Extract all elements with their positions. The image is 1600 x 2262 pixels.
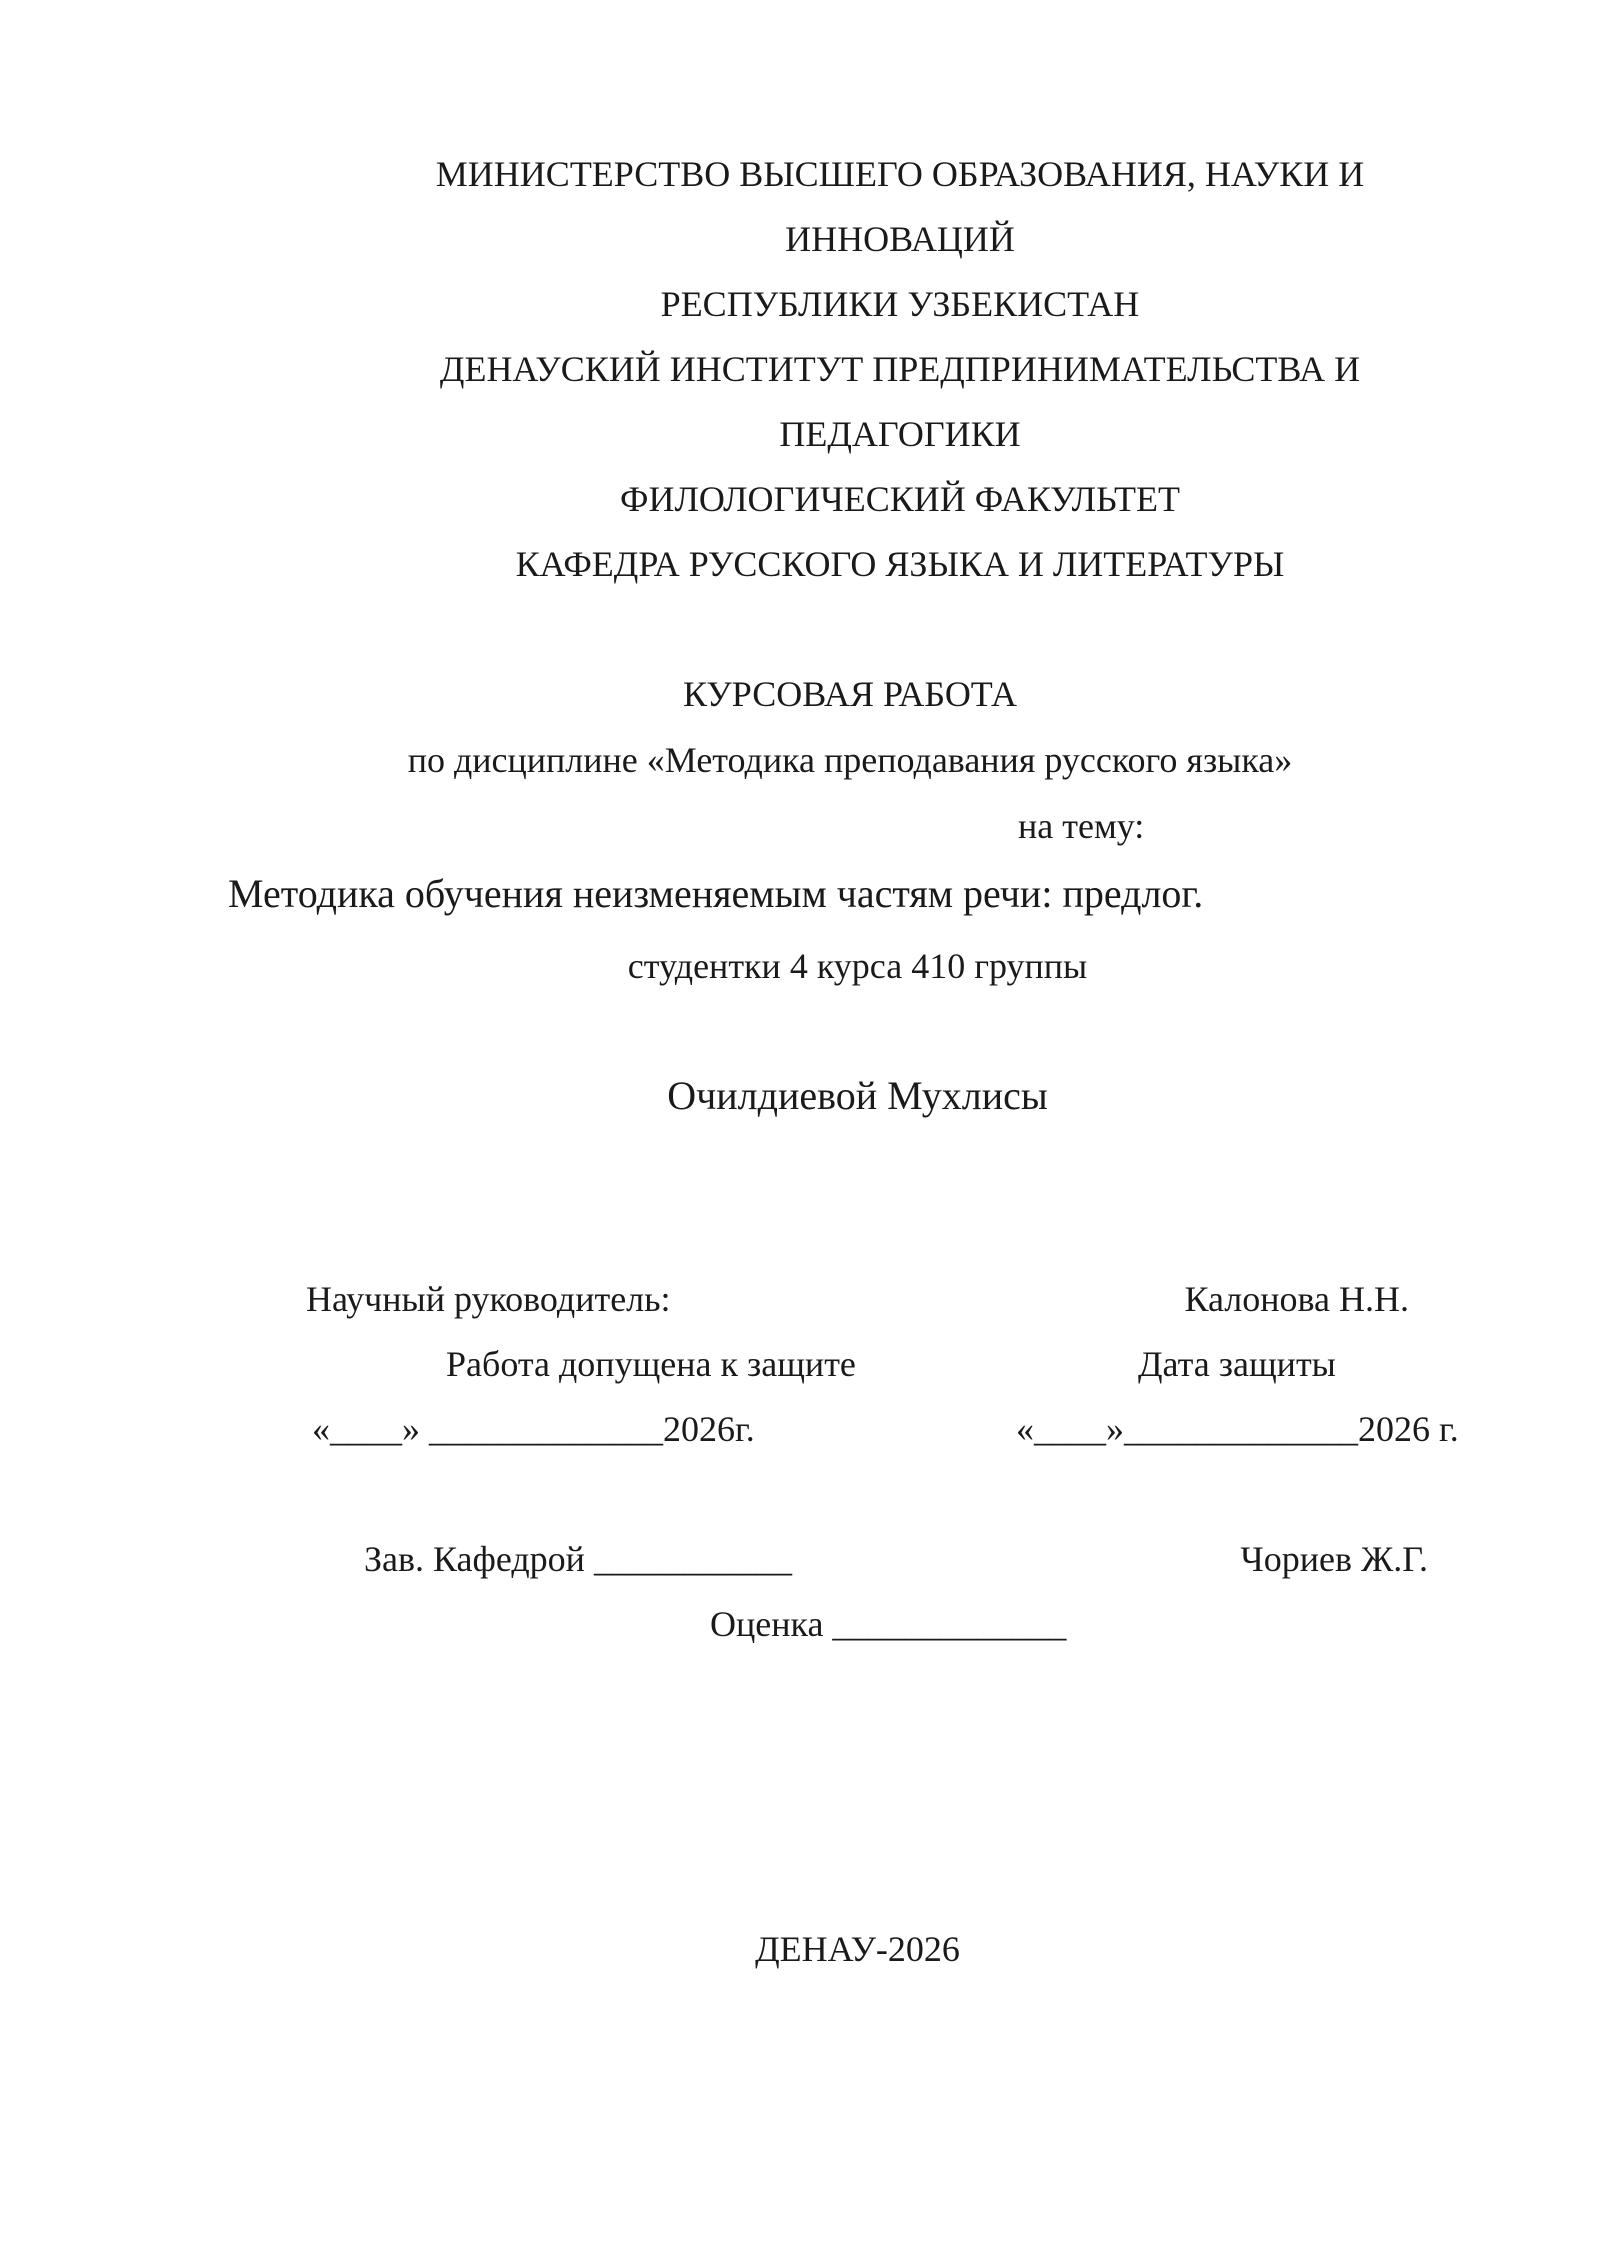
work-type: КУРСОВАЯ РАБОТА [682, 674, 1018, 714]
supervisor-name: Калонова Н.Н. [1184, 1279, 1409, 1319]
student-info: студентки 4 курса 410 группы [627, 946, 1088, 986]
ministry-line-2: ИННОВАЦИЙ [785, 219, 1015, 259]
head-of-department-name: Чориев Ж.Г. [1240, 1539, 1428, 1579]
grade-blank: Оценка _____________ [710, 1604, 1067, 1644]
theme-label: на тему: [1018, 806, 1145, 846]
supervisor-label: Научный руководитель: [306, 1279, 671, 1319]
ministry-line-3: РЕСПУБЛИКИ УЗБЕКИСТАН [660, 284, 1140, 324]
discipline-line: по дисциплине «Методика преподавания русского языка» [407, 740, 1293, 780]
faculty-line: ФИЛОЛОГИЧЕСКИЙ ФАКУЛЬТЕТ [620, 479, 1180, 519]
admitted-date-blank: «____» _____________2026г. [312, 1409, 755, 1449]
student-name: Очилдиевой Мухлисы [667, 1073, 1048, 1118]
head-of-department-label: Зав. Кафедрой ___________ [364, 1539, 792, 1579]
admitted-label: Работа допущена к защите [446, 1344, 856, 1384]
city-year: ДЕНАУ-2026 [755, 1929, 960, 1969]
ministry-line-1: МИНИСТЕРСТВО ВЫСШЕГО ОБРАЗОВАНИЯ, НАУКИ И [435, 154, 1365, 194]
theme-title: Методика обучения неизменяемым частям речи: предлог. [228, 871, 1204, 916]
institute-line-1: ДЕНАУСКИЙ ИНСТИТУТ ПРЕДПРИНИМАТЕЛЬСТВА И [439, 349, 1361, 389]
institute-line-2: ПЕДАГОГИКИ [779, 414, 1021, 454]
defense-date-label: Дата защиты [1138, 1344, 1336, 1384]
defense-date-blank: «____»_____________2026 г. [1016, 1409, 1459, 1449]
department-line: КАФЕДРА РУССКОГО ЯЗЫКА И ЛИТЕРАТУРЫ [515, 544, 1285, 584]
